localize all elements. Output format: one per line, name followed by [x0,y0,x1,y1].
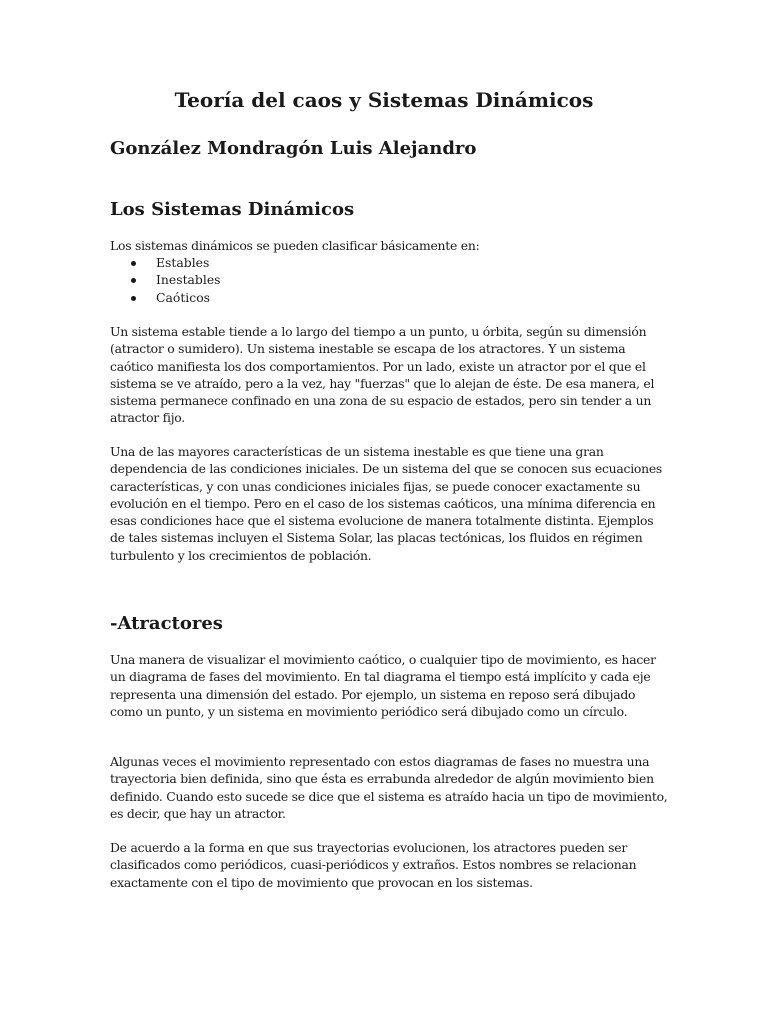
classification-intro: Los sistemas dinámicos se pueden clasificar básicamente en: [110,238,480,253]
body-paragraph: Algunas veces el movimiento representado con estos diagramas de fases no muestra una trayectoria bien definida, sino que ésta es errabunda alrededor de algún movimiento bien definido. Cuando esto sucede se dice que el sistema es atraído hacia un tipo de movimiento, es decir, que hay un atractor. [110,754,668,821]
bullet-icon [131,296,136,301]
section-heading-atractores: -Atractores [110,613,223,634]
list-item-label: Inestables [156,272,221,288]
body-paragraph: Una de las mayores características de un sistema inestable es que tiene una gran dependencia de las condiciones iniciales. De un sistema del que se conocen sus ecuaciones características, y con unas condiciones iniciales fijas, se puede conocer exactamente su evolución en el tiempo. Pero en el caso de los sistemas caóticos, una mínima diferencia en esas condiciones hace que el sistema evolucione de manera totalmente distinta. Ejemplos de tales sistemas incluyen el Sistema Solar, las placas tectónicas, los fluidos en régimen turbulento y los crecimientos de población. [110,444,663,563]
list-item [110,254,221,271]
body-paragraph: Una manera de visualizar el movimiento caótico, o cualquier tipo de movimiento, es hacer un diagrama de fases del movimiento. En tal diagrama el tiempo está implícito y cada eje representa una dimensión del estado. Por ejemplo, un sistema en reposo será dibujado como un punto, y un sistema en movimiento periódico será dibujado como un círculo. [110,652,656,719]
list-item-label: Estables [156,255,210,270]
body-paragraph: Un sistema estable tiende a lo largo del tiempo a un punto, u órbita, según su dimensión (atractor o sumidero). Un sistema inestable se escapa de los atractores. Y un sistema caótico manifiesta los dos comportamientos. Por un lado, existe un atractor por el que el sistema se ve atraído, pero a la vez, hay "fuerzas" que lo alejan de éste. De esa manera, el sistema permanece confinado en una zona de su espacio de estados, pero sin tender a un atractor fijo. [110,324,655,426]
list-item [110,271,221,288]
bullet-icon [131,278,136,283]
author-name: González Mondragón Luis Alejandro [110,138,477,159]
body-paragraph: De acuerdo a la forma en que sus trayectorias evolucionen, los atractores pueden ser clasificados como periódicos, cuasi-periódicos y extraños. Estos nombres se relacionan exactamente con el tipo de movimiento que provocan en los sistemas. [110,840,637,890]
classification-list [110,254,221,306]
list-item [110,289,221,306]
section-heading-sistemas-dinamicos: Los Sistemas Dinámicos [110,199,355,220]
list-item-label: Caóticos [156,289,211,305]
bullet-icon [131,261,136,266]
document-title: Teoría del caos y Sistemas Dinámicos [174,88,594,112]
